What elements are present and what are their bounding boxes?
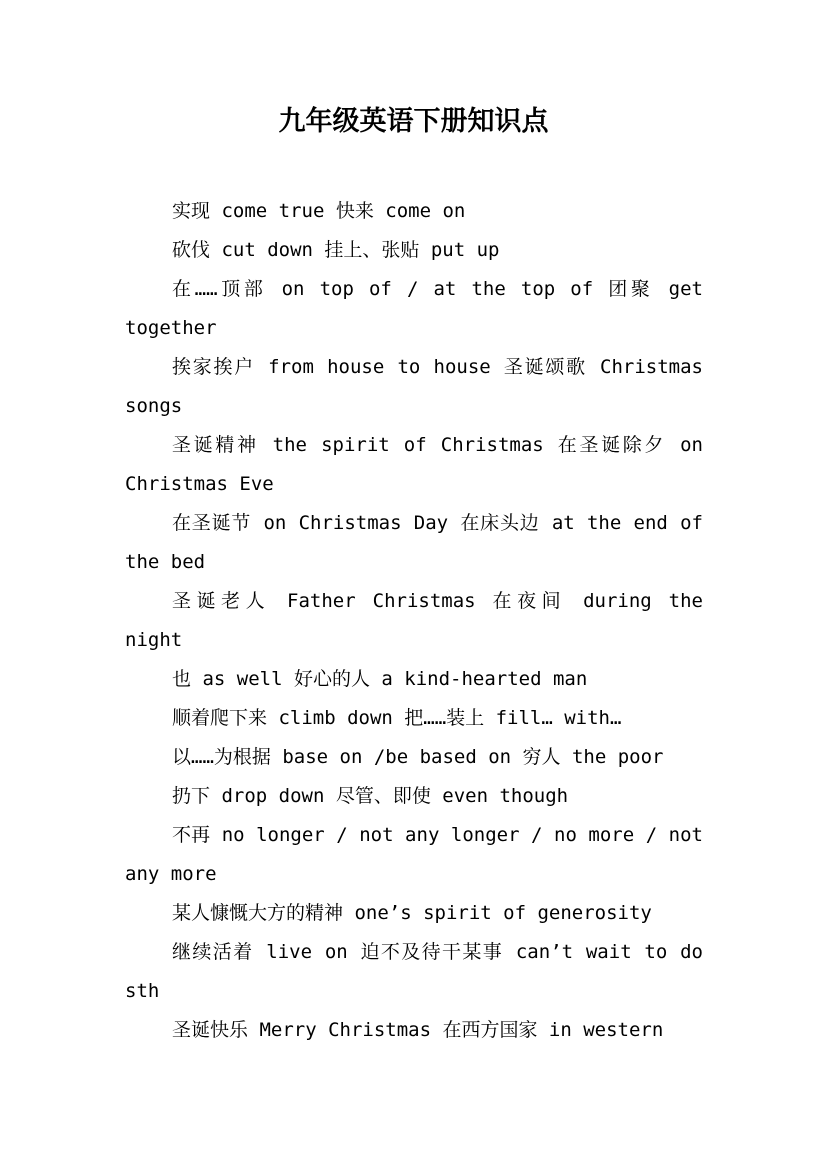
paragraph: 不再 no longer / not any longer / no more / not any more — [125, 824, 703, 885]
paragraph: 顺着爬下来 climb down 把……装上 fill… with… — [172, 707, 622, 729]
paragraph: 某人慷慨大方的精神 one’s spirit of generosity — [172, 902, 652, 924]
paragraph: 在……顶部 on top of / at the top of 团聚 get together — [125, 278, 703, 339]
paragraph: 挨家挨户 from house to house 圣诞颂歌 Christmas songs — [125, 356, 703, 417]
paragraph: 圣诞精神 the spirit of Christmas 在圣诞除夕 on Christmas Eve — [125, 434, 703, 495]
paragraph: 圣诞快乐 Merry Christmas 在西方国家 in western — [172, 1019, 664, 1041]
paragraph: 继续活着 live on 迫不及待干某事 can’t wait to do sth — [125, 941, 703, 1002]
document-title: 九年级英语下册知识点 — [278, 106, 549, 137]
paragraph: 扔下 drop down 尽管、即使 even though — [172, 785, 569, 807]
paragraph: 以……为根据 base on /be based on 穷人 the poor — [172, 746, 664, 768]
paragraph: 砍伐 cut down 挂上、张贴 put up — [172, 239, 500, 261]
paragraph: 圣诞老人 Father Christmas 在夜间 during the night — [125, 590, 703, 651]
paragraph: 实现 come true 快来 come on — [172, 200, 466, 222]
paragraph: 在圣诞节 on Christmas Day 在床头边 at the end of the bed — [125, 512, 703, 573]
document-body — [125, 192, 703, 1050]
paragraph: 也 as well 好心的人 a kind-hearted man — [172, 668, 588, 690]
